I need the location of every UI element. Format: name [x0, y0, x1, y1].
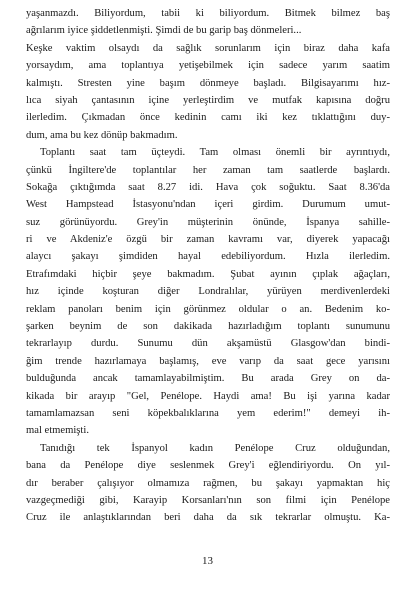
text-line: Keşke vaktim olsaydı da sağlık sorunlarım için biraz daha kafa [26, 42, 390, 54]
text-line: dır beraber çalışıyor olmamıza rağmen, bu şakayı yapmaktan hiç [26, 477, 390, 489]
text-line: tekrarlayıp durdu. Sunumu dün akşamüstü Glasgow'dan bindi- [26, 338, 390, 350]
text-line: çünkü İngiltere'de toplantılar her zaman tam saatlerde başlardı. [26, 164, 390, 176]
text-line: alaycı şakayı şimdiden hayal edebiliyordum. Hızla ilerledim. [26, 251, 390, 263]
page-number: 13 [202, 555, 213, 567]
text-line: ri ve Akdeniz'e özgü bir zaman kavramı var, diyerek yapacağı [26, 234, 390, 246]
text-line: kalmıştı. Stresten yine başım dönmeye başladı. Bilgisayarımı hız- [26, 77, 390, 89]
text-line: yorsaydım, ama toplantıya yetişebilmek için sadece yarım saatim [26, 60, 390, 72]
text-line: kikada bir arayıp "Gel, Penélope. Haydi ama! Bu işi yarına kadar [26, 390, 390, 402]
text-line: Cruz ile anlaştıklarından beri daha da sık tekrarlar olmuştu. Ka- [26, 512, 390, 524]
text-line: Sokağa çıktığımda saat 8.27 idi. Hava çok soğuktu. Saat 8.36'da [26, 181, 390, 193]
text-line: suz görünüyordu. Grey'in müşterinin önünde, İspanya sahille- [26, 216, 390, 228]
text-line: lıca siyah çantasının içine yerleştirdim ve mutfak kapısına doğru [26, 94, 390, 106]
text-line: tamamlamazsan seni köpekbalıklarına yem ederim!" demeyi ih- [26, 407, 390, 419]
body-text [26, 5, 390, 527]
text-line: West Hampstead İstasyonu'ndan içeri girdim. Durumum umut- [26, 199, 390, 211]
text-line: hız içinde koşturan diğer Londralılar, yürüyen merdivenlerdeki [26, 286, 390, 298]
paragraph [26, 144, 390, 440]
text-line: mal etmemişti. [26, 425, 89, 437]
text-line: Tanıdığı tek İspanyol kadın Penélope Cruz olduğundan, [40, 442, 390, 454]
text-line: yaşanmazdı. Biliyordum, tabii ki biliyordum. Bitmek bilmez baş [26, 8, 390, 19]
text-line: ilerledim. Çıkmadan önce kedinin camı iki kez tıklattığını duy- [26, 112, 390, 124]
text-line: şarken beynim de son dakikada hazırladığım toplantı sunumunu [26, 321, 390, 333]
text-line: ğim trende hazırlamaya başlamış, eve varıp da saat gece yarısını [26, 355, 390, 367]
text-line: bana da Penélope diye seslenmek Grey'i eğlendiriyordu. On yıl- [26, 460, 390, 472]
text-line: bulduğunda ancak tamamlayabilmiştim. Bu arada Grey on da- [26, 373, 390, 385]
text-line: vazgeçmediği gibi, Karayip Korsanları'nın son filmi için Penélope [26, 494, 390, 506]
text-line: ağrılarım iyice şiddetlenmişti. Şimdi de bu garip baş dönmeleri... [26, 25, 302, 37]
text-line: dum, ama bu kez dönüp bakmadım. [26, 129, 178, 141]
paragraph [26, 440, 390, 527]
text-line: reklam panoları benim için görünmez oldular o an. Bedenim ko- [26, 303, 390, 315]
text-line: Etrafımdaki hiçbir şeye bakmadım. Şubat ayının çıplak ağaçları, [26, 268, 390, 280]
paragraph [26, 5, 390, 144]
text-line: Toplantı saat tam üçteydi. Tam olması önemli bir ayrıntıydı, [40, 147, 390, 159]
